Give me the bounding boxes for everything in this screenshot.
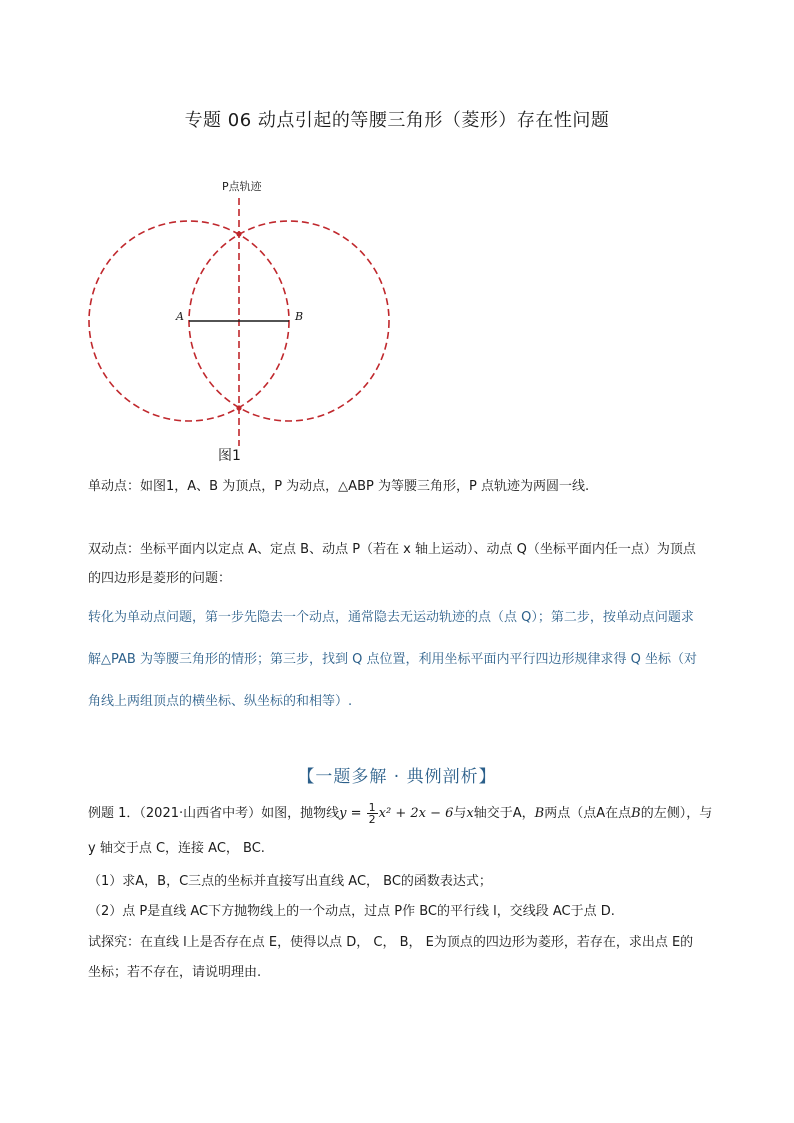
axis-x: x: [466, 806, 474, 821]
intersection-point-bottom: [236, 405, 241, 410]
example-axis-intersect: 轴交于A，: [473, 806, 535, 821]
question-2: （2）点 P是直线 AC下方抛物线上的一个动点，过点 P作 BC的平行线 l，交线段 AC于点 D.: [88, 904, 615, 919]
method-text-2: 解△PAB 为等腰三角形的情形；第三步，找到 Q 点位置，利用坐标平面内平行四边形规律求得 Q 坐标（对: [88, 652, 697, 667]
eq-y: y: [339, 806, 347, 821]
fraction-denominator: 2: [368, 813, 376, 826]
single-point-text: 单动点：如图1，A、B 为顶点，P 为动点，△ABP 为等腰三角形，P 点轨迹为两圆一线.: [88, 479, 590, 494]
question-1: （1）求A，B，C三点的坐标并直接写出直线 AC， BC的函数表达式；: [88, 874, 492, 889]
fraction-numerator: 1: [368, 801, 376, 814]
example-left-side: 的左侧），与: [640, 806, 713, 821]
section-heading: 【一题多解 · 典例剖析】: [297, 767, 497, 787]
method-text-3: 角线上两组顶点的横坐标、纵坐标的和相等）.: [88, 694, 353, 709]
point-a-label: A: [176, 310, 184, 323]
eq-equals: =: [346, 806, 366, 821]
geometry-diagram: [80, 178, 400, 468]
question-3-line-1: 试探究：在直线 l上是否存在点 E，使得以点 D， C， B， E为顶点的四边形为菱形，若存在，求出点 E的: [88, 935, 694, 950]
example-line-1: [88, 802, 728, 825]
point-b-label: B: [295, 310, 304, 323]
point-b: B: [534, 806, 545, 821]
p-trajectory-label: P点轨迹: [222, 180, 262, 193]
example-with: 与: [453, 806, 467, 821]
page-title: 专题 06 动点引起的等腰三角形（菱形）存在性问题: [184, 110, 610, 131]
double-point-text-1: 双动点：坐标平面内以定点 A、定点 B、动点 P（若在 x 轴上运动）、动点 Q（坐标平面内任一点）为顶点: [88, 542, 696, 557]
question-3-line-2: 坐标；若不存在，请说明理由.: [88, 965, 262, 980]
example-two-points: 两点（点A在点: [544, 806, 632, 821]
fraction-one-half: [367, 802, 378, 825]
point-b-2: B: [631, 806, 641, 821]
eq-rest: x² + 2x − 6: [378, 806, 454, 821]
figure-caption: 图1: [218, 448, 241, 464]
double-point-text-2: 的四边形是菱形的问题：: [88, 571, 232, 586]
figure-1: [80, 178, 400, 468]
example-line-2: y 轴交于点 C，连接 AC， BC.: [88, 841, 265, 856]
method-text-1: 转化为单动点问题，第一步先隐去一个动点，通常隐去无运动轨迹的点（点 Q）；第二步，按单动点问题求: [88, 610, 694, 625]
intersection-point-top: [236, 231, 241, 236]
example-intro: 例题 1．（2021·山西省中考）如图，抛物线: [88, 806, 340, 821]
